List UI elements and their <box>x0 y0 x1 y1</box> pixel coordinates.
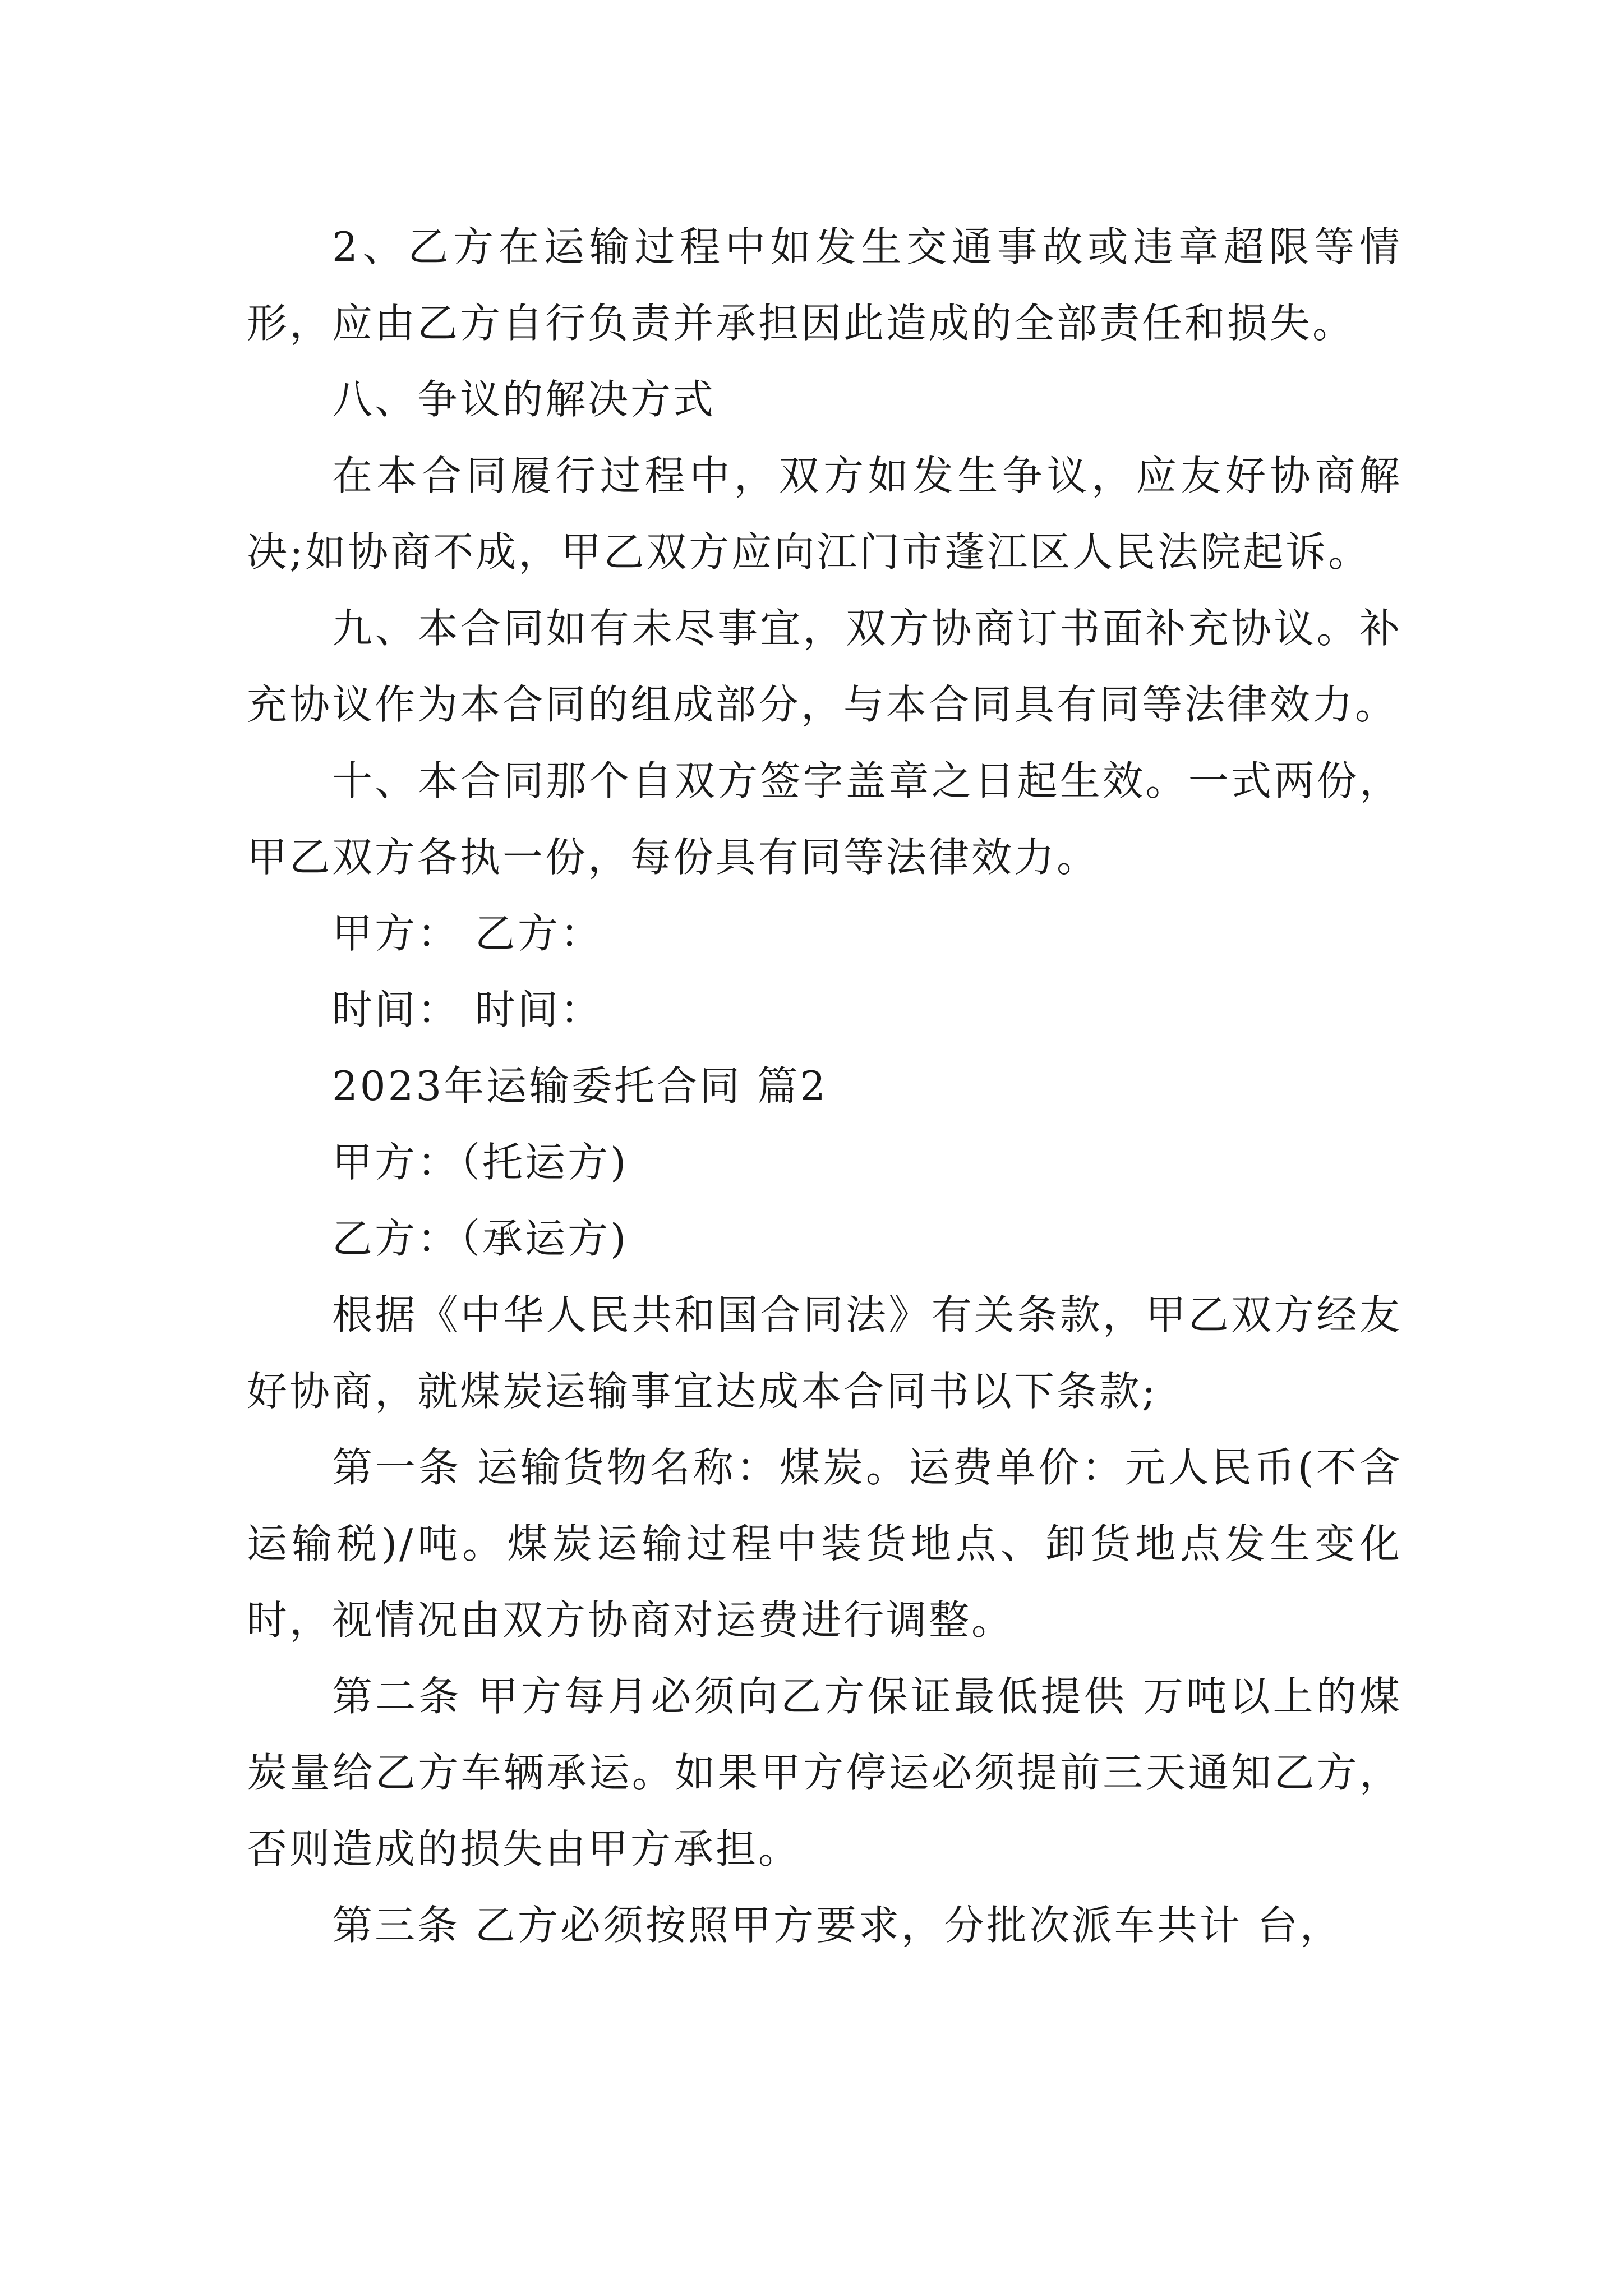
party-a-line: 甲方：（托运方) <box>332 1139 629 1186</box>
paragraph-supplement-clause: 九、本合同如有未尽事宜，双方协商订书面补充协议。补充协议作为本合同的组成部分，与本合同具有同等法律效力。 <box>247 605 1402 728</box>
section-title-contract-2: 2023年运输委托合同 篇2 <box>332 1062 828 1110</box>
signature-date-line: 时间： 时间： <box>332 986 603 1033</box>
paragraph-dispute-clause: 在本合同履行过程中，双方如发生争议，应友好协商解决;如协商不成，甲乙双方应向江门市蓬江区人民法院起诉。 <box>247 452 1402 576</box>
paragraph-preamble: 根据《中华人民共和国合同法》有关条款，甲乙双方经友好协商，就煤炭运输事宜达成本合同书以下条款; <box>247 1291 1402 1415</box>
signature-parties-line: 甲方： 乙方： <box>332 910 603 957</box>
paragraph-liability-clause: 2、乙方在运输过程中如发生交通事故或违章超限等情形，应由乙方自行负责并承担因此造成的全部责任和损失。 <box>247 223 1402 347</box>
article-2: 第二条 甲方每月必须向乙方保证最低提供 万吨以上的煤炭量给乙方车辆承运。如果甲方停运必须提前三天通知乙方，否则造成的损失由甲方承担。 <box>247 1673 1402 1872</box>
article-1: 第一条 运输货物名称：煤炭。运费单价：元人民币(不含运输税)/吨。煤炭运输过程中装货地点、卸货地点发生变化时，视情况由双方协商对运费进行调整。 <box>247 1444 1402 1644</box>
document-body <box>247 209 1402 1963</box>
article-3: 第三条 乙方必须按照甲方要求，分批次派车共计 台， <box>332 1902 1343 1949</box>
heading-dispute-resolution: 八、争议的解决方式 <box>332 376 716 423</box>
party-b-line: 乙方：（承运方) <box>332 1215 629 1262</box>
paragraph-effective-clause: 十、本合同那个自双方签字盖章之日起生效。一式两份，甲乙双方各执一份，每份具有同等法律效力。 <box>247 757 1402 881</box>
